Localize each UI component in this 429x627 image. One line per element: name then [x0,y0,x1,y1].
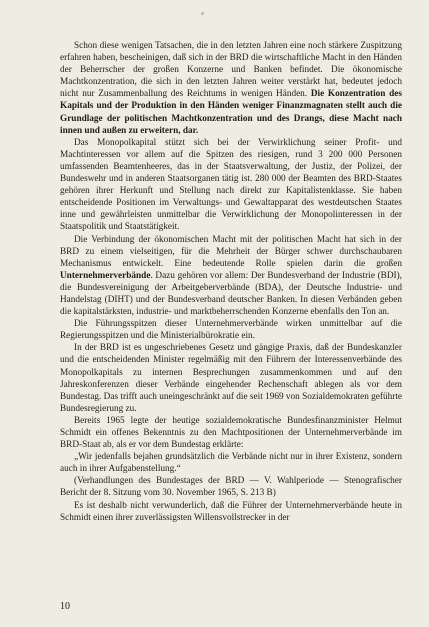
paragraph-1-bold: Die Konzentration des Kapitals und der Produktion in den Händen weniger Finanzmagnaten stellt auch die Grundlage der politischen Machtkonzentration und des Drangs, diese Macht nach innen und außen zu erweitern, dar. [60,89,402,136]
paragraph-5: In der BRD ist es ungeschriebenes Gesetz und gängige Praxis, daß der Bundeskanzler und die entscheidenden Minister regelmäßig mit den Führern der Interessenverbände des Monopolkapitals zu internen Besprechungen zusammenkommen und auf den Jahreskonferenzen dieser Verbände eingehender Rechenschaft ablegen als vor dem Bundestag. Das trifft auch uneingeschränkt auf die seit 1969 von Sozialdemokraten geführte Bundesregierung zu. [60,343,402,414]
paragraph-3-bold: Unternehmerverbände [60,270,151,281]
paragraph-1 [60,40,402,137]
paragraph-7: Es ist deshalb nicht verwunderlich, daß die Führer der Unternehmerverbände heute in Schmidt einen ihrer zuverlässigsten Willensvollstrecker in der [60,500,402,523]
paragraph-4: Die Führungsspitzen dieser Unternehmerverbände wirken unmittelbar auf die Regierungsspitzen und die Ministerialbürokratie ein. [60,319,402,342]
page-number: 10 [60,601,70,612]
body-text [60,40,402,524]
quotation: „Wir jedenfalls bejahen grundsätzlich die Verbände nicht nur in ihrer Existenz, sondern auch in ihrer Aufgabenstellung.“ [60,452,402,475]
citation: (Verhandlungen des Bundestages der BRD — V. Wahlperiode — Stenografischer Bericht der 8. Sitzung vom 30. November 1965, S. 213 B) [60,476,402,499]
scan-speck [201,12,204,15]
paragraph-6: Bereits 1965 legte der heutige sozialdemokratische Bundesfinanzminister Helmut Schmidt ein offenes Bekenntnis zu den Machtpositionen der Unternehmerverbände im BRD-Staat ab, als er vor dem Bundestag erklärte: [60,415,402,451]
paragraph-2: Das Monopolkapital stützt sich bei der Verwirklichung seiner Profit- und Machtinteressen vor allem auf die Spitzen des riesigen, rund 3 200 000 Personen umfassenden Beamtenheeres, das in der Staatsverwaltung, der Justiz, der Polizei, der Bundeswehr und in anderen Staatsorganen tätig ist. 280 000 der Beamten des BRD-Staates gehören ihrer Herkunft und Stellung nach direkt zur Kapitalistenklasse. Sie haben entscheidende Positionen im Verwaltungs- und Gewaltapparat des westdeutschen Staates inne und gewährleisten unmittelbar die Verwirklichung der Monopolinteressen in der Staatspolitik und Staatstätigkeit. [60,137,402,233]
paragraph-1-text: Schon diese wenigen Tatsachen, die in den letzten Jahren eine noch stärkere Zuspitzung erfahren haben, bescheinigen, daß sich in der BRD die wirtschaftliche Macht in den Händen der Beherrscher der großen Konzerne und Banken befindet. Die ökonomische Machtkonzentration, die sich in den letzten Jahren weiter verstärkt hat, bedeutet jedoch nicht nur Zusammenballung des Reichtums in wenigen Händen. [60,41,402,100]
paragraph-3-text-after: . Dazu gehören vor allem: Der Bundesverband der Industrie (BDI), die Bundesvereinigung der Arbeitgeberverbände (BDA), der Deutsche Industrie- und Handelstag (DIHT) und der Bundesverband deutscher Banken. In diesen Verbänden geben die kapitalstärksten, industrie- und marktbeherrschenden Konzerne ebenfalls den Ton an. [60,270,402,318]
paragraph-3 [60,234,402,319]
paragraph-3-text-before: Die Verbindung der ökonomischen Macht mit der politischen Macht hat sich in der BRD zu einem vielseitigen, für die Mehrheit der Bürger schwer durchschaubaren Mechanismus entwickelt. Eine bedeutende Rolle spielen darin die großen [60,234,402,269]
